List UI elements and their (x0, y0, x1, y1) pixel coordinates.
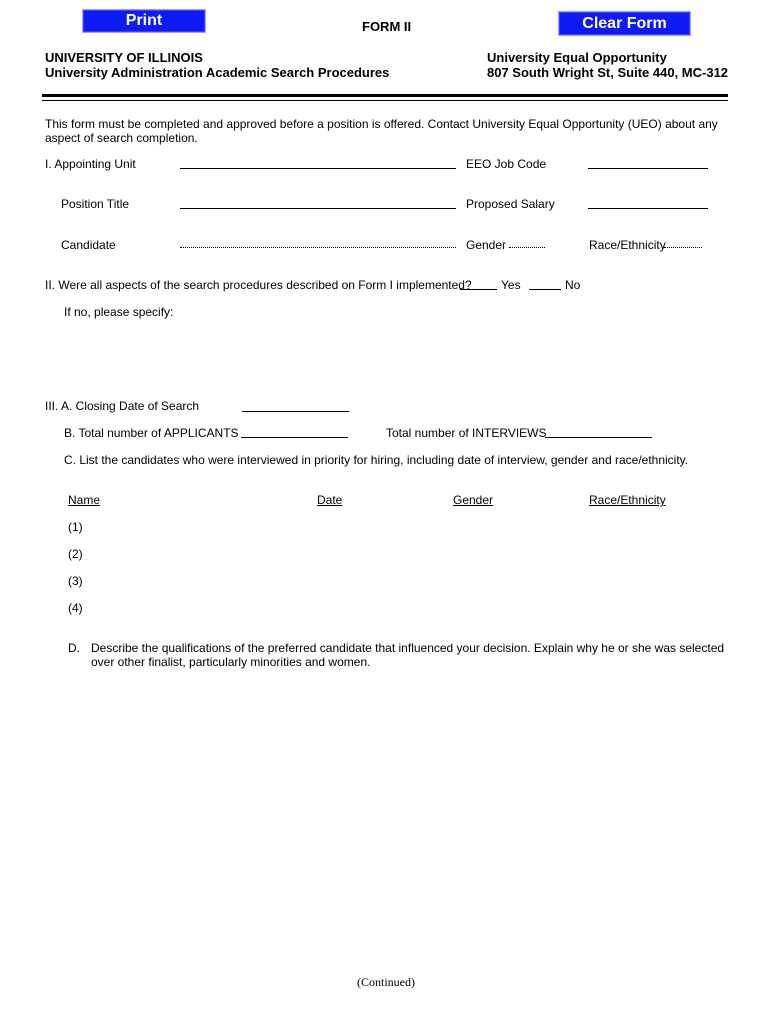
candidate-row-2-label: (2) (68, 547, 83, 561)
candidate-label: Candidate (61, 238, 116, 252)
header-divider-thick (42, 94, 728, 97)
position-title-label: Position Title (61, 197, 130, 211)
eeo-job-code-label: EEO Job Code (466, 157, 547, 171)
column-header-date: Date (317, 493, 343, 507)
candidate-row-4-label: (4) (68, 601, 83, 615)
gender-label: Gender (466, 238, 507, 252)
university-name: UNIVERSITY OF ILLINOIS (45, 50, 203, 65)
search-implemented-question: II. Were all aspects of the search procedures described on Form I implemented? (45, 278, 472, 292)
if-no-specify-label: If no, please specify: (64, 305, 174, 319)
clear-form-button[interactable]: Clear Form (558, 11, 691, 36)
candidate-row-3-label: (3) (68, 574, 83, 588)
total-interviews-label: Total number of INTERVIEWS (386, 426, 547, 440)
total-applicants-field[interactable] (241, 437, 348, 438)
proposed-salary-field[interactable] (588, 208, 708, 209)
race-ethnicity-field[interactable] (664, 247, 702, 248)
intro-text: This form must be completed and approved before a position is offered. Contact University Equal Opportunity (UEO) about any aspect of search completion. (45, 117, 718, 145)
no-label: No (565, 278, 581, 292)
yes-label: Yes (501, 278, 521, 292)
column-header-race-ethnicity: Race/Ethnicity (589, 493, 666, 507)
print-button[interactable]: Print (82, 9, 206, 33)
eeo-job-code-field[interactable] (588, 168, 708, 169)
if-no-specify-field[interactable] (64, 322, 724, 392)
no-field[interactable] (529, 289, 561, 290)
closing-date-label: III. A. Closing Date of Search (45, 399, 200, 413)
yes-field[interactable] (460, 289, 497, 290)
candidate-row-1-label: (1) (68, 520, 83, 534)
qualifications-label-letter: D. (68, 641, 80, 655)
form-title: FORM II (362, 19, 412, 34)
continued-footer: (Continued) (357, 975, 415, 989)
gender-field[interactable] (509, 247, 545, 248)
office-address: 807 South Wright St, Suite 440, MC-312 (487, 65, 729, 80)
proposed-salary-label: Proposed Salary (466, 197, 555, 211)
position-title-field[interactable] (180, 208, 456, 209)
column-header-gender: Gender (453, 493, 494, 507)
header-divider-thin (42, 100, 728, 101)
column-header-name: Name (68, 493, 101, 507)
total-interviews-field[interactable] (545, 437, 652, 438)
department-name: University Administration Academic Search Procedures (45, 65, 390, 80)
qualifications-field[interactable] (91, 680, 727, 960)
total-applicants-label: B. Total number of APPLICANTS (64, 426, 239, 440)
office-name: University Equal Opportunity (487, 50, 667, 65)
closing-date-field[interactable] (242, 411, 349, 412)
qualifications-instructions: Describe the qualifications of the preferred candidate that influenced your decision. Explain why he or she was selected over other finalist, particularly minorities and women. (91, 641, 725, 669)
candidate-field[interactable] (180, 247, 456, 248)
interviewed-candidates-instructions: C. List the candidates who were interviewed in priority for hiring, including date of interview, gender and race/ethnicity. (64, 453, 689, 467)
appointing-unit-label: I. Appointing Unit (45, 157, 136, 171)
race-ethnicity-label: Race/Ethnicity (589, 238, 666, 252)
appointing-unit-field[interactable] (180, 168, 456, 169)
